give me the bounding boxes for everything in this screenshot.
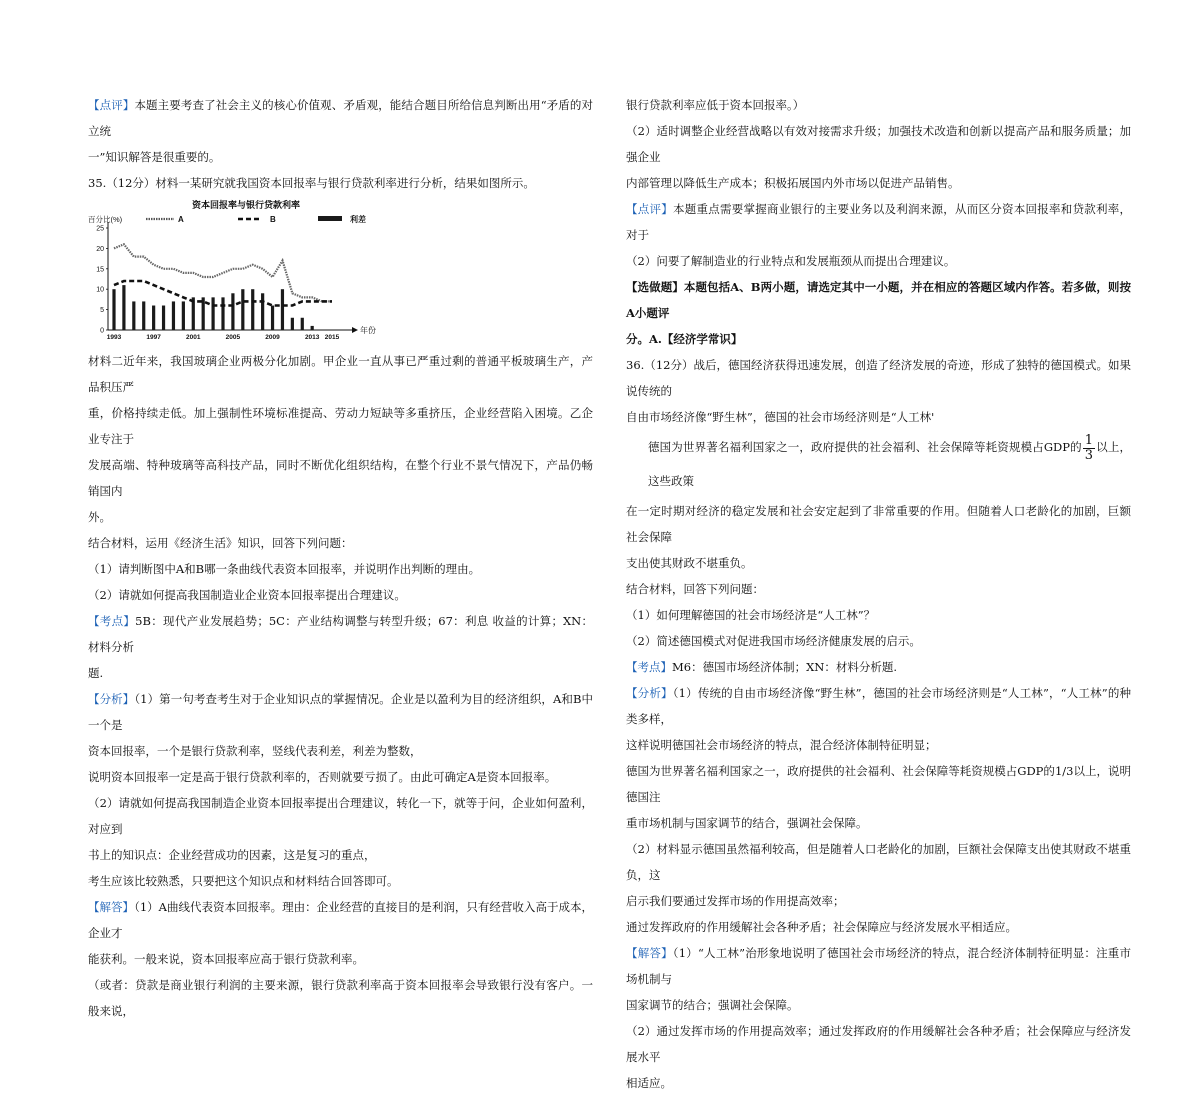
legend-label: B <box>270 215 276 224</box>
sub-question-1: （1）请判断图中A和B哪一条曲线代表资本回报率，并说明作出判断的理由。 <box>88 562 481 576</box>
comment-text: 本题主要考查了社会主义的核心价值观、矛盾观，能结合题目所给信息判断出用“矛盾的对立统 <box>88 98 594 138</box>
answer-line-5: （2）适时调整企业经营战略以有效对接需求升级；加强技术改造和创新以提高产品和服务质量；加强企业 <box>626 124 1131 164</box>
legend-swatch <box>318 216 342 221</box>
bar-spread <box>241 289 244 330</box>
right-column <box>626 92 1131 1096</box>
answer-line-2: 能获利。一般来说，资本回报率应高于银行贷款利率。 <box>88 952 364 966</box>
knowledge-tag: 【考点】 <box>88 614 136 628</box>
answer-2-line-3: （2）通过发挥市场的作用提高效率；通过发挥政府的作用缓解社会各种矛盾；社会保障应与经济发展水平 <box>626 1024 1131 1064</box>
analysis-2 <box>626 680 1131 732</box>
bar-spread <box>162 306 165 330</box>
comment-tag-2: 【点评】 <box>626 202 673 216</box>
line-chart <box>88 198 383 344</box>
comment-paragraph-2 <box>626 196 1131 248</box>
x-axis-label: 年份 <box>360 326 376 335</box>
question-36-sub-2: （2）简述德国模式对促进我国市场经济健康发展的启示。 <box>626 634 921 648</box>
fraction-numerator: 1 <box>1084 432 1094 448</box>
material-2-line-4: 外。 <box>88 510 111 524</box>
material-text-end: 以上，这些政策 <box>648 440 1132 488</box>
answer <box>88 894 593 946</box>
y-tick-label: 15 <box>96 266 104 274</box>
analysis-line-3: 说明资本回报率一定是高于银行贷款利率的，否则就要亏损了。由此可确定A是资本回报率。 <box>88 770 557 784</box>
analysis-line-6: 考生应该比较熟悉，只要把这个知识点和材料结合回答即可。 <box>88 874 399 888</box>
analysis-line-4: （2）请就如何提高我国制造企业资本回报率提出合理建议，转化一下，就等于问，企业如何盈利，对应到 <box>88 796 593 836</box>
legend-label: 利差 <box>350 215 366 224</box>
series-line-a <box>114 244 332 301</box>
comment-continued: 一”知识解答是很重要的。 <box>88 150 221 164</box>
x-tick-label: 2009 <box>265 334 280 341</box>
knowledge-text-2: M6：德国市场经济体制；XN：材料分析题. <box>672 660 897 674</box>
instruction: 结合材料，运用《经济生活》知识，回答下列问题： <box>88 536 353 550</box>
analysis-text-2: （1）传统的自由市场经济像“野生林”，德国的社会市场经济则是“人工林”，“人工林”的种类多样， <box>626 686 1132 726</box>
x-tick-label: 2005 <box>225 334 241 341</box>
answer-line-4: 银行贷款利率应低于资本回报率。） <box>626 98 805 112</box>
answer-tag: 【解答】 <box>88 900 135 914</box>
bar-spread <box>271 306 274 330</box>
bar-spread <box>261 293 264 330</box>
bar-spread <box>291 318 294 330</box>
comment-line-2: （2）问要了解制造业的行业特点和发展瓶颈从而提出合理建议。 <box>626 254 956 268</box>
knowledge-point-2 <box>626 654 1131 680</box>
bar-spread <box>132 301 135 330</box>
bar-spread <box>142 301 145 330</box>
answer-2-line-2: 国家调节的结合；强调社会保障。 <box>626 998 799 1012</box>
analysis-2-line-2: 这样说明德国社会市场经济的特点，混合经济体制特征明显； <box>626 738 937 752</box>
y-tick-label: 25 <box>96 225 104 233</box>
analysis-tag-2: 【分析】 <box>626 686 673 700</box>
bar-spread <box>152 306 155 330</box>
y-axis-label: 百分比(%) <box>88 215 123 224</box>
x-tick-label: 2013 <box>304 334 320 341</box>
chart-title: 资本回报率与银行贷款利率 <box>191 200 301 210</box>
bar-spread <box>172 301 175 330</box>
answer-line-3: （或者：贷款是商业银行利润的主要来源，银行贷款利率高于资本回报率会导致银行没有客户。一般来说， <box>88 978 593 1018</box>
bar-spread <box>251 289 254 330</box>
left-column <box>88 92 593 1024</box>
bar-spread <box>221 297 224 330</box>
question-35: 35.（12分）材料一某研究就我国资本回报率与银行贷款利率进行分析，结果如图所示。 <box>88 176 535 190</box>
knowledge-point <box>88 608 593 660</box>
question-36-sub-1: （1）如何理解德国的社会市场经济是“人工林”？ <box>626 608 876 622</box>
answer-text-2: （1）“人工林”治形象地说明了德国社会市场经济的特点，混合经济体制特征明显：注重市场机制与 <box>626 946 1132 986</box>
question-36-line-4: 在一定时期对经济的稳定发展和社会安定起到了非常重要的作用。但随着人口老龄化的加剧，巨额社会保障 <box>626 504 1131 544</box>
analysis-line-2: 资本回报率，一个是银行贷款利率，竖线代表利差，利差为整数， <box>88 744 422 758</box>
bar-spread <box>311 326 314 330</box>
sub-question-2: （2）请就如何提高我国制造业企业资本回报率提出合理建议。 <box>88 588 406 602</box>
analysis-tag: 【分析】 <box>88 692 135 706</box>
answer-2-line-4: 相适应。 <box>626 1076 672 1090</box>
legend-label: A <box>178 215 184 224</box>
answer-2 <box>626 940 1131 992</box>
analysis-2-line-4: 重市场机制与国家调节的结合，强调社会保障。 <box>626 816 868 830</box>
y-tick-label: 5 <box>100 307 104 315</box>
analysis-line-5: 书上的知识点：企业经营成功的因素，这是复习的重点， <box>88 848 376 862</box>
y-tick-label: 10 <box>96 286 104 294</box>
answer-line-6: 内部管理以降低生产成本；积极拓展国内外市场以促进产品销售。 <box>626 176 960 190</box>
knowledge-tag-2: 【考点】 <box>626 660 672 674</box>
x-tick-label: 2015 <box>324 334 340 341</box>
instruction-2: 结合材料，回答下列问题： <box>626 582 764 596</box>
x-tick-label: 1993 <box>106 334 122 341</box>
question-36-line-3 <box>626 430 1131 498</box>
elective-heading-2: 分。A.【经济学常识】 <box>626 332 743 346</box>
x-tick-label: 2001 <box>186 334 201 341</box>
bar-spread <box>182 301 185 330</box>
material-2-line-3: 发展高端、特种玻璃等高科技产品，同时不断优化组织结构，在整个行业不景气情况下，产品仍畅销国内 <box>88 458 593 498</box>
knowledge-text: 5B：现代产业发展趋势；5C：产业结构调整与转型升级；67：利息 收益的计算；XN：材料分析 <box>88 614 594 654</box>
analysis <box>88 686 593 738</box>
bar-spread <box>231 293 234 330</box>
comment-paragraph <box>88 92 593 144</box>
material-2-line-1: 材料二近年来，我国玻璃企业两极分化加剧。甲企业一直从事已严重过剩的普通平板玻璃生产，产品积压严 <box>88 354 593 394</box>
bar-spread <box>112 289 115 330</box>
knowledge-continued: 题. <box>88 666 104 680</box>
bar-spread <box>122 285 125 330</box>
question-36-line-5: 支出使其财政不堪重负。 <box>626 556 753 570</box>
x-tick-label: 1997 <box>146 334 161 341</box>
x-axis-arrow <box>352 327 358 333</box>
analysis-text: （1）第一句考查考生对于企业知识点的掌握情况。企业是以盈利为目的经济组织，A和B中一个是 <box>88 692 593 732</box>
comment-tag: 【点评】 <box>88 98 135 112</box>
elective-heading: 【选做题】本题包括A、B两小题，请选定其中一小题，并在相应的答题区域内作答。若多做，则按A小题评 <box>626 280 1131 320</box>
chart-svg <box>88 198 383 344</box>
comment-text-2: 本题重点需要掌握商业银行的主要业务以及利润来源，从而区分资本回报率和贷款利率，对于 <box>626 202 1131 242</box>
material-2-line-2: 重，价格持续走低。加上强制性环境标准提高、劳动力短缺等多重挤压，企业经营陷入困境。乙企业专注于 <box>88 406 593 446</box>
y-tick-label: 20 <box>96 245 104 253</box>
analysis-2-line-7: 通过发挥政府的作用缓解社会各种矛盾；社会保障应与经济发展水平相适应。 <box>626 920 1017 934</box>
question-36-line-2: 自由市场经济像“野生林”，德国的社会市场经济则是“人工林' <box>626 410 935 424</box>
bar-spread <box>281 289 284 330</box>
fraction-denominator: 3 <box>1084 447 1094 463</box>
question-36: 36.（12分）战后，德国经济获得迅速发展，创造了经济发展的奇迹，形成了独特的德国模式。如果 说传统的 <box>626 358 1131 398</box>
y-tick-label: 0 <box>100 327 104 335</box>
analysis-2-line-3: 德国为世界著名福利国家之一，政府提供的社会福利、社会保障等耗资规模占GDP的1/3以上，说明德国注 <box>626 764 1131 804</box>
analysis-2-line-5: （2）材料显示德国虽然福利较高，但是随着人口老龄化的加剧，巨额社会保障支出使其财政不堪重负，这 <box>626 842 1131 882</box>
answer-text: （1）A曲线代表资本回报率。理由：企业经营的直接目的是利润，只有经营收入高于成本，企业才 <box>88 900 593 940</box>
material-text: 德国为世界著名福利国家之一，政府提供的社会福利、社会保障等耗资规模占GDP的 <box>648 440 1082 454</box>
bar-spread <box>211 297 214 330</box>
bar-spread <box>301 318 304 330</box>
answer-tag-2: 【解答】 <box>626 946 673 960</box>
fraction <box>1083 434 1095 463</box>
analysis-2-line-6: 启示我们要通过发挥市场的作用提高效率； <box>626 894 845 908</box>
